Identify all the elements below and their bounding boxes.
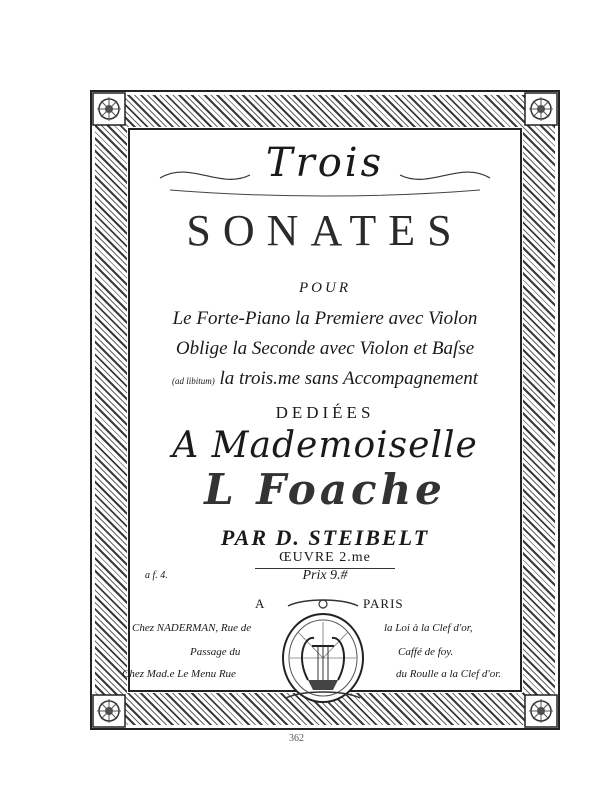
corner-rosette-bottom-right	[524, 694, 558, 728]
publisher-a: A	[255, 596, 265, 611]
opus-number: ŒUVRE 2.me	[279, 550, 371, 565]
lyre-medallion	[268, 598, 378, 710]
instrumentation-line-1: Le Forte-Piano la Premiere avec Violon	[172, 308, 478, 329]
dedicatee-line-1: A Mademoiselle	[172, 425, 478, 466]
publisher-line-3-left: Chez Mad.e Le Menu Rue	[122, 668, 236, 680]
corner-rosette-top-right	[524, 92, 558, 126]
title-trois: Trois	[265, 140, 385, 186]
instrumentation-line-3-text: la trois.me sans Accompagnement	[219, 368, 479, 389]
dedicatee-line-2: L Foache	[204, 465, 446, 514]
margin-note: a f. 4.	[145, 570, 168, 581]
dediees-label: DEDIÉES	[275, 403, 375, 422]
publisher-line-1-left: Chez NADERMAN, Rue de	[132, 622, 252, 634]
publisher-line-2-right: Caffé de foy.	[398, 646, 454, 658]
pour-label: POUR	[299, 280, 351, 296]
publisher-line-1-right: la Loi à la Clef d'or,	[384, 622, 473, 634]
plate-number: 362	[289, 733, 304, 744]
title-sonates: SONATES	[186, 206, 464, 255]
ad-libitum-note: (ad libitum)	[171, 376, 215, 386]
corner-rosette-bottom-left	[92, 694, 126, 728]
instrumentation-line-3	[130, 368, 520, 390]
instrumentation-line-2: Oblige la Seconde avec Violon et Baſse	[175, 338, 475, 359]
publisher-city: PARIS	[363, 596, 404, 611]
price: Prix 9.#	[302, 568, 348, 583]
corner-rosette-top-left	[92, 92, 126, 126]
publisher-line-2-left: Passage du	[190, 646, 241, 658]
composer-line: PAR D. STEIBELT	[220, 525, 430, 550]
publisher-line-3-right: du Roulle a la Clef d'or.	[396, 668, 502, 680]
